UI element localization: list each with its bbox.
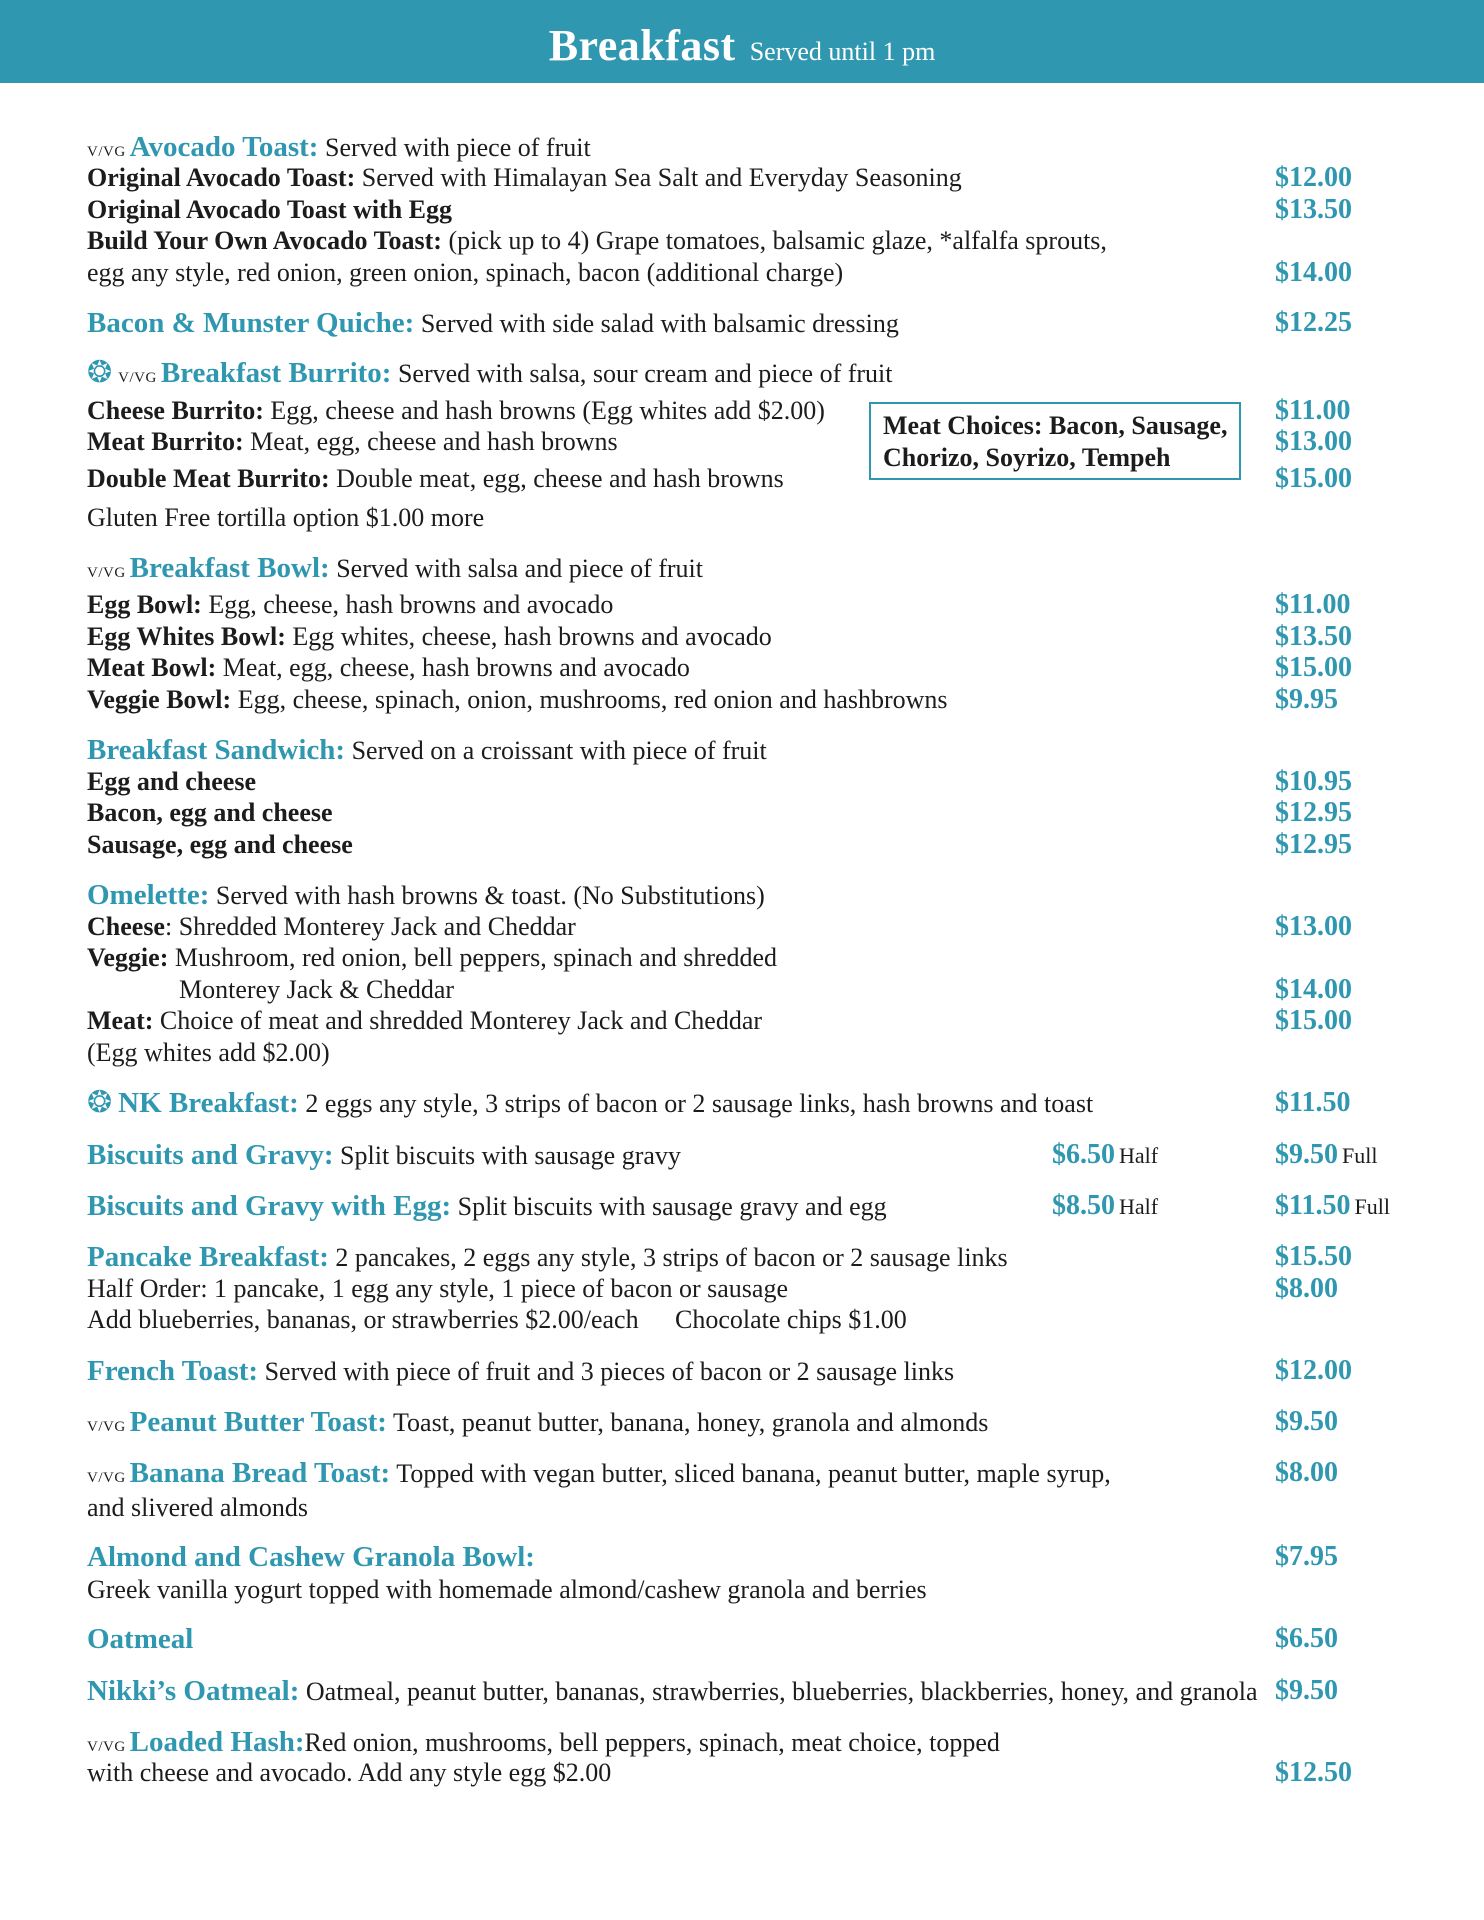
section-title: French Toast: [87, 1355, 259, 1387]
page-subtitle: Served until 1 pm [749, 37, 936, 66]
section-title: Peanut Butter Toast: [129, 1406, 387, 1438]
menu-item [87, 766, 256, 798]
item-name: Veggie: [87, 943, 169, 972]
item-name: Cheese Burrito: [87, 396, 264, 425]
item-desc: Egg, cheese, spinach, onion, mushrooms, red onion and hashbrowns [231, 685, 948, 714]
menu-item [87, 162, 962, 194]
item-desc-continued: egg any style, red onion, green onion, spinach, bacon (additional charge) [87, 258, 844, 287]
section-desc: Split biscuits with sausage gravy [333, 1141, 681, 1170]
section-desc: 2 pancakes, 2 eggs any style, 3 strips of bacon or 2 sausage links [328, 1243, 1008, 1272]
item-price: $12.25 [1275, 307, 1352, 338]
section-pancake [87, 1241, 1008, 1274]
section-nikkis-oatmeal [87, 1675, 1258, 1708]
item-desc: Meat, egg, cheese and hash browns [243, 427, 618, 456]
item-name: Egg and cheese [87, 767, 256, 796]
full-price [1275, 1190, 1390, 1223]
page-title: Breakfast [548, 21, 736, 70]
section-title: Biscuits and Gravy: [87, 1139, 334, 1171]
menu-item [87, 426, 618, 458]
gear-icon: ❂ [87, 356, 113, 389]
section-burrito [87, 357, 893, 394]
section-desc: Served with side salad with balsamic dressing [414, 309, 899, 338]
item-name: Original Avocado Toast with Egg [87, 195, 453, 224]
meat-choices-line: Chorizo, Soyrizo, Tempeh [883, 443, 1171, 472]
section-omelette [87, 879, 765, 912]
section-biscuits-gravy [87, 1139, 681, 1172]
header-banner [0, 0, 1484, 83]
section-granola-bowl [87, 1541, 535, 1574]
section-desc: Served with salsa, sour cream and piece of fruit [391, 359, 893, 388]
item-price: $6.50 [1275, 1623, 1338, 1654]
vegan-tag: V/VG [118, 370, 157, 386]
item-name: Egg Whites Bowl: [87, 622, 286, 651]
item-name: Cheese [87, 912, 165, 941]
item-price: $13.00 [1275, 426, 1352, 457]
half-label: Half [1119, 1194, 1159, 1219]
section-bowl [87, 552, 703, 589]
section-title: Bacon & Munster Quiche: [87, 307, 415, 339]
vegan-tag: V/VG [87, 1470, 126, 1486]
full-price [1275, 1139, 1377, 1172]
item-price: $15.50 [1275, 1241, 1352, 1272]
vegan-tag: V/VG [87, 144, 126, 160]
menu-item [87, 829, 353, 861]
item-price: $14.00 [1275, 974, 1352, 1005]
section-peanut-butter-toast [87, 1406, 988, 1443]
full-price-value: $11.50 [1275, 1190, 1351, 1221]
section-sandwich [87, 734, 767, 767]
half-price [1052, 1190, 1158, 1223]
item-desc: Egg, cheese and hash browns (Egg whites add $2.00) [263, 396, 825, 425]
item-desc: Mushroom, red onion, bell peppers, spinach and shredded [168, 943, 778, 972]
menu-item [87, 942, 777, 974]
section-title: NK Breakfast: [118, 1087, 299, 1119]
section-title: Banana Bread Toast: [129, 1457, 391, 1489]
item-desc: Choice of meat and shredded Monterey Jack and Cheddar [153, 1006, 763, 1035]
note: Gluten Free tortilla option $1.00 more [87, 503, 485, 532]
item-price: $7.95 [1275, 1541, 1338, 1572]
section-desc: Topped with vegan butter, sliced banana, peanut butter, maple syrup, [390, 1459, 1111, 1488]
section-title: Biscuits and Gravy with Egg: [87, 1190, 452, 1222]
item-name: Meat Burrito: [87, 427, 244, 456]
item-price: $12.95 [1275, 797, 1352, 828]
section-french-toast [87, 1355, 954, 1388]
meat-choices-line: Meat Choices: Bacon, Sausage, [883, 411, 1228, 440]
section-desc: Served with piece of fruit [318, 133, 591, 162]
item-name: Sausage, egg and cheese [87, 830, 353, 859]
item-price: $11.00 [1275, 395, 1351, 426]
menu-item [87, 194, 452, 226]
item-name: Original Avocado Toast: [87, 163, 356, 192]
section-title: Breakfast Bowl: [129, 552, 330, 584]
section-desc: Served with salsa and piece of fruit [329, 554, 703, 583]
menu-item [87, 589, 613, 621]
menu-item [87, 652, 690, 684]
section-title: Breakfast Burrito: [160, 357, 392, 389]
item-price: $13.50 [1275, 621, 1352, 652]
section-title: Avocado Toast: [129, 131, 319, 163]
section-biscuits-gravy-egg [87, 1190, 887, 1223]
item-name: Meat Bowl: [87, 653, 217, 682]
half-price-value: $8.50 [1052, 1190, 1115, 1221]
item-price: $15.00 [1275, 1005, 1352, 1036]
section-desc: Served with piece of fruit and 3 pieces of bacon or 2 sausage links [258, 1357, 955, 1386]
item-desc: : Shredded Monterey Jack and Cheddar [164, 912, 576, 941]
full-price-value: $9.50 [1275, 1139, 1338, 1170]
half-price-value: $6.50 [1052, 1139, 1115, 1170]
item-desc-continued: with cheese and avocado. Add any style egg $2.00 [87, 1758, 612, 1787]
item-price: $11.50 [1275, 1087, 1351, 1118]
section-desc: Greek vanilla yogurt topped with homemade almond/cashew granola and berries [87, 1575, 927, 1604]
section-title: Pancake Breakfast: [87, 1241, 329, 1273]
section-title: Loaded Hash: [129, 1726, 305, 1758]
section-title: Nikki’s Oatmeal: [87, 1675, 300, 1707]
half-label: Half [1119, 1143, 1159, 1168]
menu-item [87, 621, 772, 653]
item-desc-continued: and slivered almonds [87, 1493, 308, 1522]
item-name: Veggie Bowl: [87, 685, 232, 714]
item-price: $15.00 [1275, 652, 1352, 683]
item-desc: Double meat, egg, cheese and hash browns [329, 464, 784, 493]
item-price: $8.00 [1275, 1273, 1338, 1304]
section-desc: Oatmeal, peanut butter, bananas, strawberries, blueberries, blackberries, honey, and granola [299, 1677, 1258, 1706]
half-price [1052, 1139, 1158, 1172]
meat-choices-box [869, 402, 1241, 480]
menu-item [87, 463, 784, 495]
section-desc: 2 eggs any style, 3 strips of bacon or 2 sausage links, hash browns and toast [298, 1089, 1094, 1118]
item-price: $12.00 [1275, 1355, 1352, 1386]
section-title: Oatmeal [87, 1623, 194, 1655]
menu-item [87, 225, 1107, 257]
item-desc: (pick up to 4) Grape tomatoes, balsamic glaze, *alfalfa sprouts, [441, 226, 1107, 255]
section-desc: Split biscuits with sausage gravy and egg [451, 1192, 887, 1221]
section-title: Almond and Cashew Granola Bowl: [87, 1541, 535, 1573]
item-name: Bacon, egg and cheese [87, 798, 333, 827]
section-desc: Served with hash browns & toast. (No Substitutions) [209, 881, 765, 910]
item-price: $15.00 [1275, 463, 1352, 494]
item-name: Egg Bowl: [87, 590, 202, 619]
item-price: $14.00 [1275, 257, 1352, 288]
menu-item [87, 1005, 762, 1037]
item-name: Double Meat Burrito: [87, 464, 330, 493]
menu-item [87, 395, 825, 427]
addons: Add blueberries, bananas, or strawberries $2.00/each [87, 1305, 639, 1334]
item-price: $12.95 [1275, 829, 1352, 860]
menu-item [87, 911, 576, 943]
item-desc: Meat, egg, cheese, hash browns and avocado [216, 653, 690, 682]
vegan-tag: V/VG [87, 1739, 126, 1755]
vegan-tag: V/VG [87, 1419, 126, 1435]
item-price: $8.00 [1275, 1457, 1338, 1488]
item-name: Meat: [87, 1006, 154, 1035]
vegan-tag: V/VG [87, 565, 126, 581]
item-price: $9.50 [1275, 1406, 1338, 1437]
item-desc: Egg, cheese, hash browns and avocado [201, 590, 614, 619]
menu-item [87, 797, 333, 829]
item-price: $11.00 [1275, 589, 1351, 620]
item-desc: Served with Himalayan Sea Salt and Everyday Seasoning [355, 163, 962, 192]
item-price: $12.50 [1275, 1757, 1352, 1788]
item-price: $10.95 [1275, 766, 1352, 797]
item-name: Build Your Own Avocado Toast: [87, 226, 442, 255]
section-title: Breakfast Sandwich: [87, 734, 346, 766]
section-title: Omelette: [87, 879, 210, 911]
section-quiche [87, 307, 899, 340]
section-desc: Served on a croissant with piece of fruit [345, 736, 767, 765]
full-label: Full [1354, 1194, 1390, 1219]
item-price: $9.50 [1275, 1675, 1338, 1706]
item-price: $13.00 [1275, 911, 1352, 942]
item-desc: Egg whites, cheese, hash browns and avocado [285, 622, 772, 651]
section-banana-bread-toast [87, 1457, 1111, 1494]
item-desc-continued: Monterey Jack & Cheddar [179, 975, 455, 1004]
section-oatmeal [87, 1623, 193, 1656]
note: (Egg whites add $2.00) [87, 1038, 330, 1067]
section-desc: Red onion, mushrooms, bell peppers, spinach, meat choice, topped [304, 1728, 1000, 1757]
item-price: $13.50 [1275, 194, 1352, 225]
item-price: $12.00 [1275, 162, 1352, 193]
menu-item [87, 684, 948, 716]
full-label: Full [1342, 1143, 1378, 1168]
gear-icon: ❂ [87, 1086, 113, 1119]
addon-chocolate: Chocolate chips $1.00 [675, 1305, 907, 1334]
section-nk-breakfast [87, 1087, 1093, 1120]
item-price: $9.95 [1275, 684, 1338, 715]
half-order: Half Order: 1 pancake, 1 egg any style, 1 piece of bacon or sausage [87, 1274, 788, 1303]
section-desc: Toast, peanut butter, banana, honey, granola and almonds [386, 1408, 989, 1437]
